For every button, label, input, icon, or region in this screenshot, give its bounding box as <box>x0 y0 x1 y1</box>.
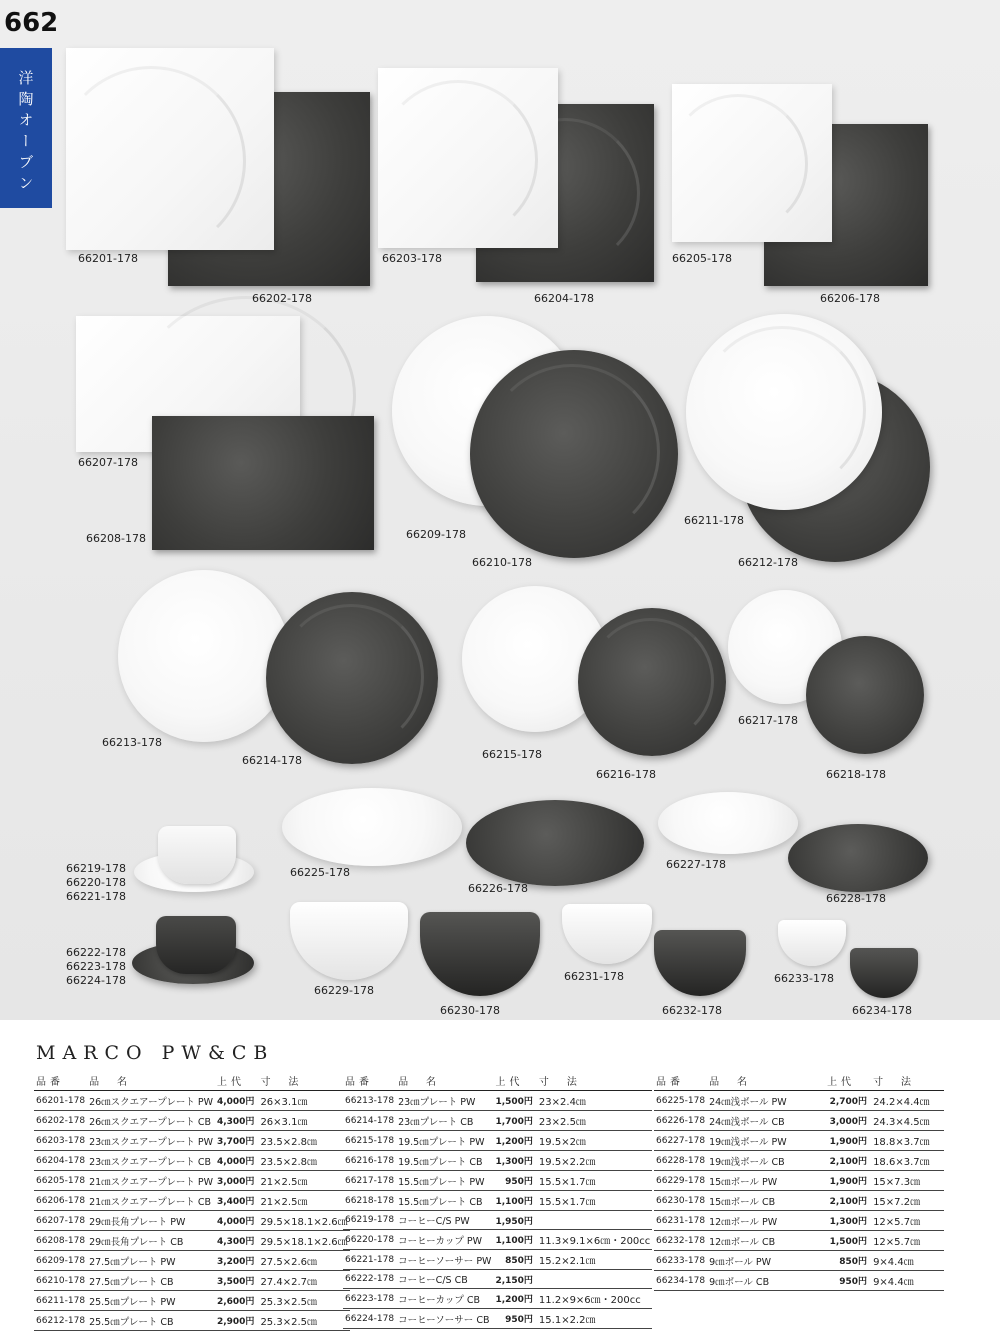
table-row <box>34 1251 350 1271</box>
cell-price: 1,100円 <box>493 1191 536 1211</box>
cell-size: 18.8×3.7㎝ <box>871 1131 944 1151</box>
photo-label: 66218-178 <box>826 768 886 781</box>
header-code: 品番 <box>343 1072 396 1091</box>
plate-66216 <box>578 608 726 756</box>
cell-code: 66231-178 <box>654 1211 707 1231</box>
cell-name: コーヒーC/S PW <box>396 1211 493 1230</box>
table-row <box>654 1091 944 1111</box>
cell-size: 15×7.2㎝ <box>871 1191 944 1211</box>
cell-price: 1,300円 <box>825 1211 871 1231</box>
cell-code: 66204-178 <box>34 1151 87 1171</box>
table-row <box>34 1131 350 1151</box>
cell-code: 66222-178 <box>343 1270 396 1289</box>
cell-price: 4,000円 <box>215 1091 258 1111</box>
table-row <box>343 1230 652 1250</box>
table-row <box>34 1211 350 1231</box>
photo-label: 66232-178 <box>662 1004 722 1017</box>
cell-price: 1,950円 <box>493 1211 536 1230</box>
cell-name: 23㎝プレート PW <box>396 1091 493 1111</box>
cell-size: 15.5×1.7㎝ <box>537 1171 652 1191</box>
cell-code: 66216-178 <box>343 1151 396 1171</box>
plate-66211 <box>686 314 882 510</box>
cell-size: 27.5×2.6㎝ <box>258 1251 349 1271</box>
cell-code: 66217-178 <box>343 1171 396 1191</box>
photo-label: 66209-178 <box>406 528 466 541</box>
cell-price: 1,900円 <box>825 1171 871 1191</box>
page-number: 662 <box>4 8 59 38</box>
cell-size: 12×5.7㎝ <box>871 1231 944 1251</box>
cell-code: 66230-178 <box>654 1191 707 1211</box>
table-header-row <box>34 1072 350 1091</box>
table-row <box>654 1131 944 1151</box>
photo-label: 66215-178 <box>482 748 542 761</box>
cell-price: 950円 <box>493 1309 536 1329</box>
bowl-66227 <box>658 792 798 854</box>
table-header-row <box>654 1072 944 1091</box>
header-size: 寸 法 <box>537 1072 652 1091</box>
table-row <box>343 1111 652 1131</box>
plate-66210 <box>470 350 678 558</box>
cup-66223 <box>156 916 236 974</box>
cell-code: 66232-178 <box>654 1231 707 1251</box>
cell-name: 23㎝スクエアープレート CB <box>87 1151 215 1171</box>
bowl-66226 <box>466 800 644 886</box>
cell-name: 29㎝長角プレート CB <box>87 1231 215 1251</box>
table-row <box>343 1211 652 1230</box>
plate-66205 <box>672 84 832 242</box>
cell-name: 19㎝浅ボール CB <box>707 1151 825 1171</box>
cell-code: 66228-178 <box>654 1151 707 1171</box>
cell-price: 950円 <box>493 1171 536 1191</box>
cell-code: 66219-178 <box>343 1211 396 1230</box>
cell-name: 23㎝スクエアープレート PW <box>87 1131 215 1151</box>
cell-code: 66233-178 <box>654 1251 707 1271</box>
cell-code: 66218-178 <box>343 1191 396 1211</box>
cell-name: 21㎝スクエアープレート CB <box>87 1191 215 1211</box>
cell-code: 66201-178 <box>34 1091 87 1111</box>
cell-price: 2,100円 <box>825 1191 871 1211</box>
photo-label: 66228-178 <box>826 892 886 905</box>
cell-size: 15×7.3㎝ <box>871 1171 944 1191</box>
cell-name: 27.5㎝プレート CB <box>87 1271 215 1291</box>
cell-size: 11.3×9.1×6㎝・200cc <box>537 1230 652 1250</box>
cell-name: 26㎝スクエアープレート CB <box>87 1111 215 1131</box>
cell-name: 19.5㎝プレート CB <box>396 1151 493 1171</box>
cell-code: 66208-178 <box>34 1231 87 1251</box>
header-price: 上代 <box>825 1072 871 1091</box>
cell-name: 26㎝スクエアープレート PW <box>87 1091 215 1111</box>
cell-size <box>537 1270 652 1289</box>
cell-price: 1,500円 <box>493 1091 536 1111</box>
cell-size: 24.3×4.5㎝ <box>871 1111 944 1131</box>
cell-name: コーヒーC/S CB <box>396 1270 493 1289</box>
cell-name: 15.5㎝プレート PW <box>396 1171 493 1191</box>
header-price: 上代 <box>493 1072 536 1091</box>
price-table <box>343 1072 652 1329</box>
bowl-66229 <box>290 902 408 980</box>
cell-code: 66203-178 <box>34 1131 87 1151</box>
header-price: 上代 <box>215 1072 258 1091</box>
price-table <box>654 1072 944 1291</box>
cell-name: 19.5㎝プレート PW <box>396 1131 493 1151</box>
cell-size: 18.6×3.7㎝ <box>871 1151 944 1171</box>
cell-size: 15.5×1.7㎝ <box>537 1191 652 1211</box>
table-row <box>34 1231 350 1251</box>
cell-size: 12×5.7㎝ <box>871 1211 944 1231</box>
photo-label: 66231-178 <box>564 970 624 983</box>
cell-size: 27.4×2.7㎝ <box>258 1271 349 1291</box>
photo-label: 66217-178 <box>738 714 798 727</box>
table-row <box>34 1191 350 1211</box>
plate-66201 <box>66 48 274 250</box>
bowl-66230 <box>420 912 540 996</box>
cell-code: 66221-178 <box>343 1250 396 1270</box>
cell-name: コーヒーカップ CB <box>396 1289 493 1309</box>
cell-price: 2,600円 <box>215 1291 258 1311</box>
cell-name: 25.5㎝プレート CB <box>87 1311 215 1331</box>
bowl-66225 <box>282 788 462 866</box>
cell-size: 23×2.5㎝ <box>537 1111 652 1131</box>
cell-size: 26×3.1㎝ <box>258 1111 349 1131</box>
table-row <box>343 1171 652 1191</box>
table-row <box>654 1231 944 1251</box>
cell-price: 4,300円 <box>215 1231 258 1251</box>
table-row <box>343 1091 652 1111</box>
cell-code: 66209-178 <box>34 1251 87 1271</box>
cell-code: 66225-178 <box>654 1091 707 1111</box>
cell-price: 3,500円 <box>215 1271 258 1291</box>
cell-price: 950円 <box>825 1271 871 1291</box>
cell-price: 1,500円 <box>825 1231 871 1251</box>
cell-price: 3,400円 <box>215 1191 258 1211</box>
photo-label: 66214-178 <box>242 754 302 767</box>
cell-name: 15.5㎝プレート CB <box>396 1191 493 1211</box>
cell-code: 66234-178 <box>654 1271 707 1291</box>
cell-price: 2,100円 <box>825 1151 871 1171</box>
series-title: MARCO PW&CB <box>36 1042 275 1064</box>
cell-price: 1,300円 <box>493 1151 536 1171</box>
cell-price: 3,000円 <box>825 1111 871 1131</box>
table-header-row <box>343 1072 652 1091</box>
cell-price: 3,000円 <box>215 1171 258 1191</box>
cell-name: 24㎝浅ボール CB <box>707 1111 825 1131</box>
table-row <box>34 1091 350 1111</box>
photo-label: 66208-178 <box>86 532 146 545</box>
bowl-66228 <box>788 824 928 892</box>
cell-price: 4,000円 <box>215 1211 258 1231</box>
cell-price: 1,700円 <box>493 1111 536 1131</box>
cell-code: 66224-178 <box>343 1309 396 1329</box>
header-code: 品番 <box>654 1072 707 1091</box>
cell-size: 21×2.5㎝ <box>258 1171 349 1191</box>
cell-price: 1,100円 <box>493 1230 536 1250</box>
cell-code: 66227-178 <box>654 1131 707 1151</box>
plate-66213 <box>118 570 290 742</box>
cell-name: コーヒーカップ PW <box>396 1230 493 1250</box>
cell-price: 2,150円 <box>493 1270 536 1289</box>
cell-size: 19.5×2㎝ <box>537 1131 652 1151</box>
price-table-area <box>0 1020 1000 1328</box>
cell-size: 25.3×2.5㎝ <box>258 1291 349 1311</box>
header-name: 品 名 <box>707 1072 825 1091</box>
plate-66203 <box>378 68 558 248</box>
cell-code: 66229-178 <box>654 1171 707 1191</box>
cell-size: 23.5×2.8㎝ <box>258 1151 349 1171</box>
cell-code: 66210-178 <box>34 1271 87 1291</box>
cell-name: 27.5㎝プレート PW <box>87 1251 215 1271</box>
cell-size: 21×2.5㎝ <box>258 1191 349 1211</box>
table-row <box>654 1271 944 1291</box>
table-row <box>654 1111 944 1131</box>
cell-size: 15.2×2.1㎝ <box>537 1250 652 1270</box>
cell-size: 26×3.1㎝ <box>258 1091 349 1111</box>
table-row <box>343 1131 652 1151</box>
cell-size: 24.2×4.4㎝ <box>871 1091 944 1111</box>
photo-label: 66230-178 <box>440 1004 500 1017</box>
cell-code: 66213-178 <box>343 1091 396 1111</box>
cell-name: 9㎝ボール CB <box>707 1271 825 1291</box>
cell-code: 66226-178 <box>654 1111 707 1131</box>
cell-code: 66223-178 <box>343 1289 396 1309</box>
cell-name: コーヒーソーサー PW <box>396 1250 493 1270</box>
cell-name: 12㎝ボール PW <box>707 1211 825 1231</box>
cell-price: 4,300円 <box>215 1111 258 1131</box>
table-row <box>343 1191 652 1211</box>
cell-name: 9㎝ボール PW <box>707 1251 825 1271</box>
plate-66214 <box>266 592 438 764</box>
photo-label: 66226-178 <box>468 882 528 895</box>
cell-name: 23㎝プレート CB <box>396 1111 493 1131</box>
header-code: 品番 <box>34 1072 87 1091</box>
photo-label: 66201-178 <box>78 252 138 265</box>
cell-code: 66206-178 <box>34 1191 87 1211</box>
photo-label: 66233-178 <box>774 972 834 985</box>
table-row <box>34 1291 350 1311</box>
cell-name: 24㎝浅ボール PW <box>707 1091 825 1111</box>
cell-size: 15.1×2.2㎝ <box>537 1309 652 1329</box>
cell-size: 23×2.4㎝ <box>537 1091 652 1111</box>
table-row <box>654 1191 944 1211</box>
bowl-66232 <box>654 930 746 996</box>
header-name: 品 名 <box>87 1072 215 1091</box>
cell-price: 1,200円 <box>493 1289 536 1309</box>
category-tab <box>0 48 52 208</box>
cell-name: 25.5㎝プレート PW <box>87 1291 215 1311</box>
cup-66220 <box>158 826 236 884</box>
cell-price: 850円 <box>493 1250 536 1270</box>
header-size: 寸 法 <box>871 1072 944 1091</box>
cell-price: 2,700円 <box>825 1091 871 1111</box>
photo-label: 66222-178 66223-178 66224-178 <box>66 946 126 987</box>
photo-label: 66212-178 <box>738 556 798 569</box>
photo-label: 66210-178 <box>472 556 532 569</box>
cell-code: 66202-178 <box>34 1111 87 1131</box>
photo-label: 66206-178 <box>820 292 880 305</box>
cell-name: 12㎝ボール CB <box>707 1231 825 1251</box>
cell-size: 9×4.4㎝ <box>871 1271 944 1291</box>
photo-label: 66205-178 <box>672 252 732 265</box>
plate-66218 <box>806 636 924 754</box>
cell-size: 23.5×2.8㎝ <box>258 1131 349 1151</box>
cell-size: 9×4.4㎝ <box>871 1251 944 1271</box>
cell-price: 850円 <box>825 1251 871 1271</box>
bowl-66233 <box>778 920 846 966</box>
photo-label: 66234-178 <box>852 1004 912 1017</box>
cell-code: 66215-178 <box>343 1131 396 1151</box>
cell-size: 19.5×2.2㎝ <box>537 1151 652 1171</box>
table-row <box>34 1171 350 1191</box>
plate-66208 <box>152 416 374 550</box>
photo-label: 66216-178 <box>596 768 656 781</box>
cell-name: 15㎝ボール PW <box>707 1171 825 1191</box>
cell-code: 66211-178 <box>34 1291 87 1311</box>
table-row <box>654 1251 944 1271</box>
table-row <box>34 1271 350 1291</box>
cell-price: 4,000円 <box>215 1151 258 1171</box>
table-row <box>343 1250 652 1270</box>
header-name: 品 名 <box>396 1072 493 1091</box>
table-row <box>343 1270 652 1289</box>
cell-price: 2,900円 <box>215 1311 258 1331</box>
cell-name: 15㎝ボール CB <box>707 1191 825 1211</box>
cell-code: 66212-178 <box>34 1311 87 1331</box>
cell-code: 66220-178 <box>343 1230 396 1250</box>
cell-size: 29.5×18.1×2.6㎝ <box>258 1211 349 1231</box>
header-size: 寸 法 <box>258 1072 349 1091</box>
cell-size: 11.2×9×6㎝・200cc <box>537 1289 652 1309</box>
photo-label: 66225-178 <box>290 866 350 879</box>
cell-price: 1,900円 <box>825 1131 871 1151</box>
table-row <box>654 1171 944 1191</box>
price-table <box>34 1072 350 1331</box>
photo-label: 66219-178 66220-178 66221-178 <box>66 862 126 903</box>
cell-price: 3,200円 <box>215 1251 258 1271</box>
photo-label: 66229-178 <box>314 984 374 997</box>
photo-label: 66227-178 <box>666 858 726 871</box>
table-row <box>343 1289 652 1309</box>
cell-size <box>537 1211 652 1230</box>
table-row <box>34 1111 350 1131</box>
cell-price: 3,700円 <box>215 1131 258 1151</box>
cell-size: 29.5×18.1×2.6㎝ <box>258 1231 349 1251</box>
photo-label: 66202-178 <box>252 292 312 305</box>
cell-price: 1,200円 <box>493 1131 536 1151</box>
photo-label: 66207-178 <box>78 456 138 469</box>
cell-code: 66214-178 <box>343 1111 396 1131</box>
table-row <box>343 1309 652 1329</box>
table-row <box>654 1151 944 1171</box>
photo-label: 66213-178 <box>102 736 162 749</box>
photo-label: 66211-178 <box>684 514 744 527</box>
table-row <box>654 1211 944 1231</box>
bowl-66231 <box>562 904 652 964</box>
table-row <box>34 1151 350 1171</box>
bowl-66234 <box>850 948 918 998</box>
cell-size: 25.3×2.5㎝ <box>258 1311 349 1331</box>
cell-name: 19㎝浅ボール PW <box>707 1131 825 1151</box>
cell-name: 29㎝長角プレート PW <box>87 1211 215 1231</box>
category-label: 洋陶オーブン <box>16 70 35 196</box>
photo-label: 66204-178 <box>534 292 594 305</box>
cell-code: 66207-178 <box>34 1211 87 1231</box>
cell-name: コーヒーソーサー CB <box>396 1309 493 1329</box>
table-row <box>343 1151 652 1171</box>
table-row <box>34 1311 350 1331</box>
cell-code: 66205-178 <box>34 1171 87 1191</box>
photo-label: 66203-178 <box>382 252 442 265</box>
cell-name: 21㎝スクエアープレート PW <box>87 1171 215 1191</box>
